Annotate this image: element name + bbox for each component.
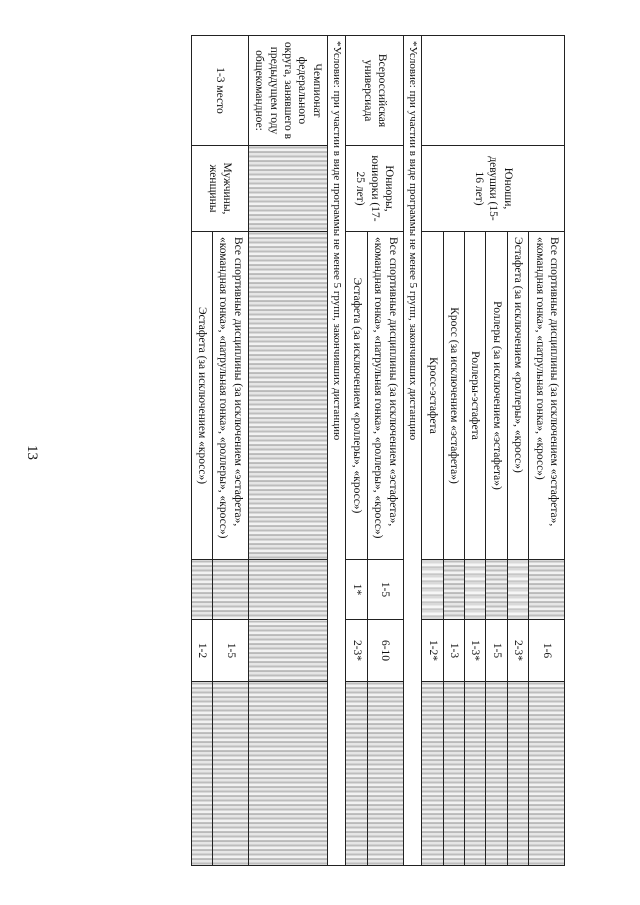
value-cell — [486, 560, 507, 620]
shaded-cell — [486, 682, 507, 866]
rotated-table-sheet — [65, 35, 565, 865]
value-cell: 1-6 — [529, 620, 565, 682]
event-cell: Чемпионат федерального округа, занявшего в предыдущем году общекомандное: — [248, 36, 327, 146]
shaded-cell — [248, 682, 327, 866]
shaded-cell — [213, 682, 249, 866]
condition-note: *Условие: при участии в виде программы не менее 5 групп, закончивших дистанцию — [327, 36, 346, 866]
discipline-cell: Кросс (за исключением «эстафета») — [443, 232, 464, 560]
value-cell — [529, 560, 565, 620]
shaded-cell — [465, 682, 486, 866]
value-cell: 6-10 — [367, 620, 403, 682]
note-row — [403, 36, 422, 866]
table-row — [529, 36, 565, 866]
shaded-cell — [191, 682, 212, 866]
value-cell — [465, 560, 486, 620]
shaded-cell — [248, 146, 327, 232]
value-cell — [507, 560, 528, 620]
table-row — [367, 36, 403, 866]
value-cell: 1-5 — [213, 620, 249, 682]
discipline-cell: Роллеры-эстафета — [465, 232, 486, 560]
shaded-cell — [367, 682, 403, 866]
shaded-cell — [422, 682, 443, 866]
value-cell — [422, 560, 443, 620]
table-row — [213, 36, 249, 866]
discipline-cell: Все спортивные дисциплины (за исключением «эстафета», «командная гонка», «патрульная гонка», «роллеры», «кросс») — [213, 232, 249, 560]
place-cell: 1-3 место — [191, 36, 248, 146]
shaded-cell — [248, 232, 327, 560]
value-cell: 1-3* — [465, 620, 486, 682]
value-cell: 1-5 — [486, 620, 507, 682]
value-cell: 2-3* — [346, 620, 367, 682]
shaded-cell — [346, 682, 367, 866]
page-number: 13 — [24, 445, 40, 460]
discipline-cell: Эстафета (за исключением «кросс») — [191, 232, 212, 560]
value-cell — [191, 560, 212, 620]
value-cell — [443, 560, 464, 620]
discipline-cell: Эстафета (за исключением «роллеры», «кросс») — [507, 232, 528, 560]
value-cell: 1-2* — [422, 620, 443, 682]
shaded-cell — [443, 682, 464, 866]
value-cell — [213, 560, 249, 620]
value-cell: 1-5 — [367, 560, 403, 620]
shaded-cell — [248, 560, 327, 620]
rank-requirements-table — [191, 35, 565, 866]
note-row — [327, 36, 346, 866]
shaded-cell — [507, 682, 528, 866]
discipline-cell: Все спортивные дисциплины (за исключением «эстафета», «командная гонка», «патрульная гонка», «кросс») — [529, 232, 565, 560]
value-cell: 1* — [346, 560, 367, 620]
discipline-cell: Роллеры (за исключением «эстафета») — [486, 232, 507, 560]
shaded-cell — [248, 620, 327, 682]
event-cell — [422, 36, 565, 146]
value-cell: 1-2 — [191, 620, 212, 682]
age-group-cell: Юноши, девушки (15-16 лет) — [422, 146, 565, 232]
table-row — [248, 36, 327, 866]
discipline-cell: Все спортивные дисциплины (за исключением «эстафета», «командная гонка», «патрульная гонка», «роллеры», «кросс») — [367, 232, 403, 560]
value-cell: 2-3* — [507, 620, 528, 682]
condition-note: *Условие: при участии в виде программы не менее 5 групп, закончивших дистанцию — [403, 36, 422, 866]
shaded-cell — [529, 682, 565, 866]
discipline-cell: Кросс-эстафета — [422, 232, 443, 560]
event-cell: Всероссийская универсиада — [346, 36, 403, 146]
age-group-cell: Мужчины, женщины — [191, 146, 248, 232]
age-group-cell: Юниоры, юниорки (17-25 лет) — [346, 146, 403, 232]
discipline-cell: Эстафета (за исключением «роллеры», «кросс») — [346, 232, 367, 560]
value-cell: 1-3 — [443, 620, 464, 682]
